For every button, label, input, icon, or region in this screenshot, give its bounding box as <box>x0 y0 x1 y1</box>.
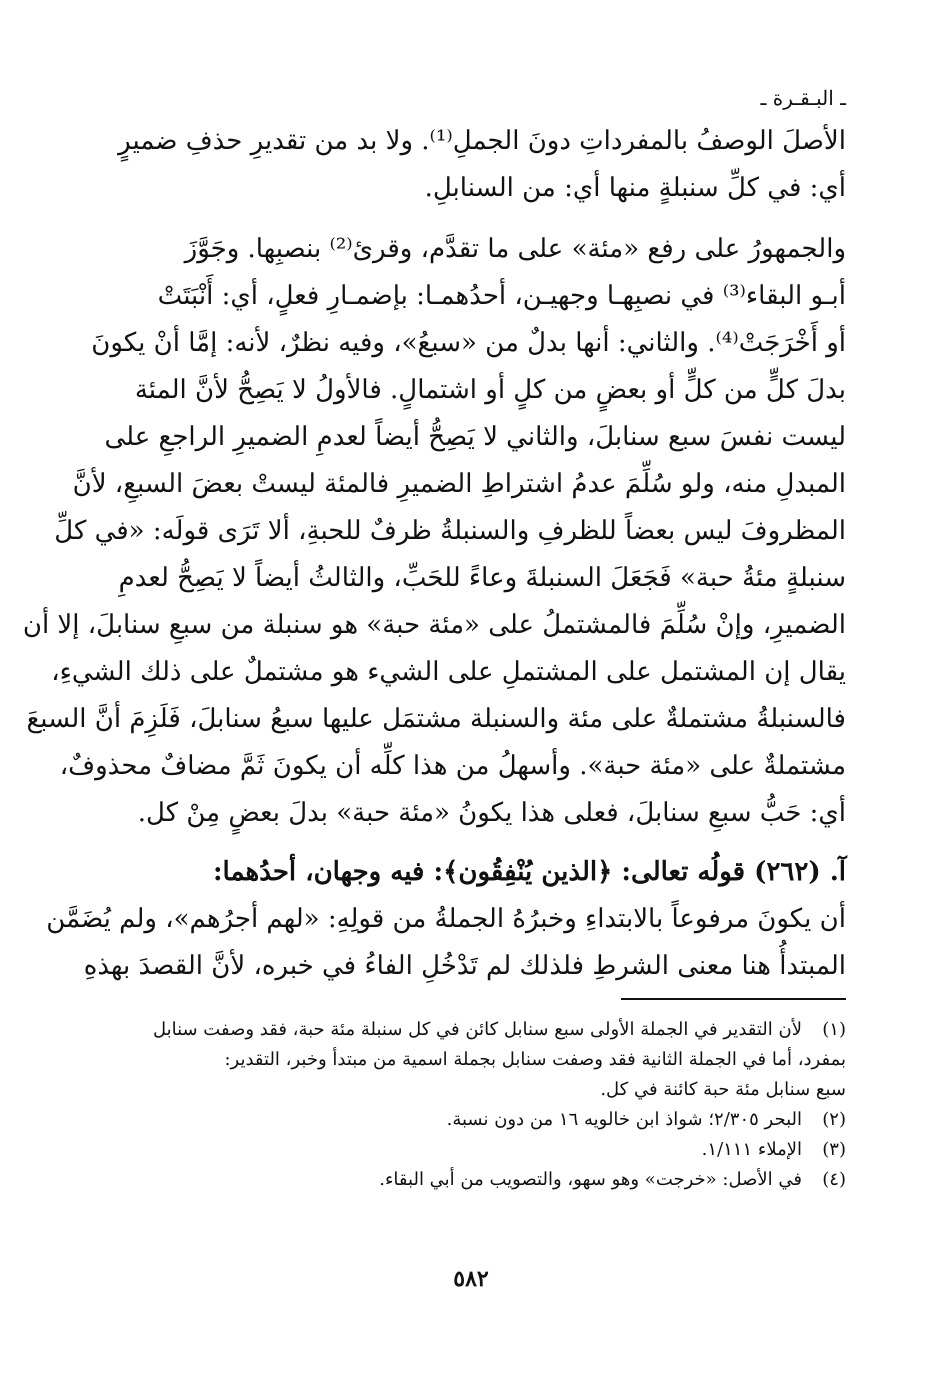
footnote-number: (١) <box>822 1019 846 1040</box>
text-line: بدلَ كلٍّ من كلٍّ أو بعضٍ من كلٍ أو اشتمالٍ. فالأولُ لا يَصِحُّ لأنَّ المئة <box>134 375 846 405</box>
paragraph-3 <box>46 849 846 990</box>
footnote-text: الإملاء ١/١١١. <box>701 1139 802 1160</box>
text-line: الأصلَ الوصفُ بالمفرداتِ دونَ الجملِ⁽¹⁾. ولا بد من تقديرِ حذفِ ضميرٍ <box>118 126 846 156</box>
text-line: المظروفَ ليس بعضاً للظرفِ والسنبلةُ ظرفٌ للحبةِ، ألا تَرَى قولَه: «في كلِّ <box>54 516 846 546</box>
footnote-separator <box>621 998 846 1000</box>
text-line: ليست نفسَ سبع سنابلَ، والثاني لا يَصِحُّ أيضاً لعدمِ الضميرِ الراجعِ على <box>104 422 846 452</box>
footnote-number: (٣) <box>822 1139 846 1160</box>
text-line: والجمهورُ على رفع «مئة» على ما تقدَّم، وقرئ⁽²⁾ بنصبِها. وجَوَّزَ <box>184 234 846 264</box>
text-line: يقال إن المشتمل على المشتملِ على الشيء هو مشتملٌ على ذلك الشيءِ، <box>51 657 846 687</box>
running-header: ـ البـقـرة ـ <box>760 86 846 110</box>
text-line: فالسنبلةُ مشتملةٌ على مئة والسنبلة مشتمَل عليها سبعُ سنابلَ، فَلَزِمَ أنَّ السبعَ <box>26 704 846 734</box>
text-line: الضميرِ، وإنْ سُلِّمَ فالمشتملُ على «مئة حبة» هو سنبلة من سبعِ سنابلَ، إلا أن <box>22 610 846 640</box>
text-line: أو أَخْرَجَتْ⁽⁴⁾. والثاني: أنها بدلٌ من «سبعُ»، وفيه نظرٌ، لأنه: إمَّا أنْ يكونَ <box>91 328 846 358</box>
text-line: أن يكونَ مرفوعاً بالابتداءِ وخبرُهُ الجملةُ من قولِهِ: «لهم أجرُهم»، ولم يُضَمَّن <box>46 904 846 934</box>
paragraph-1 <box>118 118 846 212</box>
footnote-2 <box>124 1105 846 1135</box>
footnote-text: في الأصل: «خرجت» وهو سهو، والتصويب من أبي البقاء. <box>379 1169 802 1190</box>
text-line: سنبلةٍ مئةُ حبة» فَجَعَلَ السنبلةَ وعاءً للحَبِّ، والثالثُ أيضاً لا يَصِحُّ لعدمِ <box>118 563 846 593</box>
footnote-3 <box>124 1135 846 1165</box>
text-line: مشتملةٌ على «مئة حبة». وأسهلُ من هذا كلِّه أن يكونَ ثَمَّ مضافٌ محذوفٌ، <box>59 751 846 781</box>
footnote-4 <box>124 1165 846 1195</box>
page-number: ٥٨٢ <box>453 1266 489 1292</box>
paragraph-2 <box>22 226 846 837</box>
footnotes <box>124 1015 846 1195</box>
text-line: المبتدأُ هنا معنى الشرطِ فلذلك لم تَدْخُلِ الفاءُ في خبره، لأنَّ القصدَ بهذهِ <box>83 951 846 981</box>
text-line: أي: في كلِّ سنبلةٍ منها أي: من السنابلِ. <box>424 173 846 203</box>
footnote-number: (٢) <box>822 1109 846 1130</box>
footnote-number: (٤) <box>822 1169 846 1190</box>
verse-heading: آ. (٢٦٢) قولُه تعالى: ﴿الذين يُنْفِقُون﴾: فيه وجهان، أحدُهما: <box>212 857 846 887</box>
footnote-text: بمفرد، أما في الجملة الثانية فقد وصفت سنابل بجملة اسمية من مبتدأ وخبر، التقدير: <box>224 1049 846 1070</box>
footnote-text: البحر ٢/٣٠٥؛ شواذ ابن خالويه ١٦ من دون نسبة. <box>446 1109 802 1130</box>
footnote-text: سبع سنابل مئة حبة كائنة في كل. <box>600 1079 846 1100</box>
text-line: أي: حَبُّ سبعِ سنابلَ، فعلى هذا يكونُ «مئة حبة» بدلَ بعضٍ مِنْ كل. <box>137 798 846 828</box>
footnote-1 <box>124 1015 846 1045</box>
text-line: المبدلِ منه، ولو سُلِّمَ عدمُ اشتراطِ الضميرِ فالمئة ليستْ بعضَ السبعِ، لأنَّ <box>72 469 846 499</box>
footnote-text: لأن التقدير في الجملة الأولى سبع سنابل كائن في كل سنبلة مئة حبة، فقد وصفت سنابل <box>152 1019 802 1040</box>
text-line: أبـو البقاء⁽³⁾ في نصبِهـا وجهيـن، أحدُهمـا: بإضمـارِ فعلٍ، أي: أَنْبَتَتْ <box>157 281 846 311</box>
